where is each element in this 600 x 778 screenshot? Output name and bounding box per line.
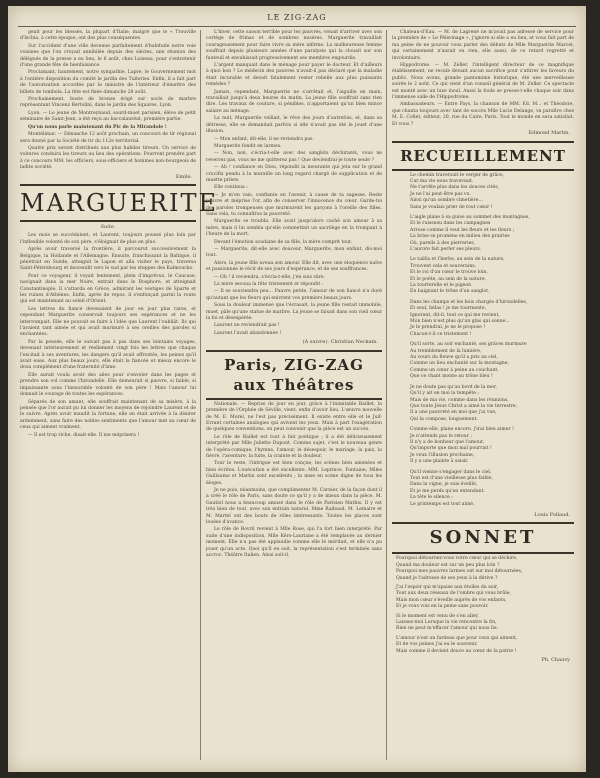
verse: Et de vos peines j'ai eu le souvenir, <box>396 642 478 648</box>
paragraph: Lyon. — Le jeune de Montreynaud, sourd-muet parisien, élève de petit séminaire de Saint-Jean, a été reçu au baccalauréat, première partie. <box>20 110 196 123</box>
verse: Sans je voulais prier de tout cœur ! <box>410 204 493 210</box>
verse: Comme elle, plane encore, j'irai bien aimer ! <box>410 427 514 433</box>
paragraph: Sous la douleur immense que l'écrasait, la jeune fille restait immobile, muet, pâle qu'une statue de marbre. La jeune se faisait dans son vieil cœur la foi et désespérée. <box>206 303 382 322</box>
stanza <box>410 470 574 508</box>
verse: Et le ruisseau dans les campagnes <box>410 221 491 227</box>
paragraph: Les lettres du fiancé devenaient de jour en jour plus rares, et cependant Marguerite conservait toujours ses espérances et ne les interrompait. Elle ne pouvait se faire à l'idée que Laurent l'oubliât. Ils qui l'avaient tant aimée et qui avait murmuré à ses oreilles des paroles si enchantées. <box>20 306 196 338</box>
verse: Comme un cœur à peine au couchant, <box>410 367 499 373</box>
paragraph: — Il se souviendra peu... Pauvre petite, l'amour de son fiancé n'a duré qu'autant que les fleurs qui enivrent vos premiers beaux jours. <box>206 289 382 301</box>
article-title-box <box>20 184 218 222</box>
paragraph: La nuit, Marguerite veillait, le rêve des jours d'autrefois, et, dans sa détresse, elle se demandait parfois si elle n'avait pas été le jouet d'une illusion. <box>206 116 382 135</box>
signature: Louis Follaud. <box>534 512 570 518</box>
verse: L'aurore fait perler ses pleurs. <box>410 246 482 252</box>
verse: Laissez-moi Lorsque la vie rencontre la fin, <box>396 620 497 626</box>
verse: Le chemin traversait le verger de grâce, <box>410 172 505 178</box>
paragraph: Hippodrome. — M. Zeller, l'intelligent directeur de ce magnifique établissement, ne recule devant aucun sacrifice pour s'attirer les faveurs du public. Nous avons, grande pantomime historique, été une merveilleuse soirée le 2 août. Ce qui vient d'un conseil général de M. Zeller. Ce spectacle est monté avec un luxe inouï. Aussi la foule se presse-t-elle chaque soir dans l'immense salle de l'Hippodrome. <box>392 63 574 101</box>
verse: Il n'y a de bonheur que l'amour, <box>410 439 485 445</box>
article-title: Paris, ZIG-ZAG aux Théâtres <box>224 355 364 394</box>
verse: Pourquoi mes pauvres larmes ont sur moi détournées, <box>396 569 523 575</box>
verse: Quand je l'adresse de ses yeux à la dérive ? <box>396 575 498 581</box>
verse: Qu'il y ait en moi la tempête ; <box>410 391 479 397</box>
stanza <box>410 300 574 338</box>
paragraph: L'hiver, cette saison terrible pour les pauvres, venait d'arriver avec son cortège de frimas et de sombres misères. Marguerite travaillait courageusement pour faire vivre sa mère infirme. La malheureuse femme souffrait depuis plusieurs années d'une paralysie qui la clouait sur son fauteuil et envahissait progressivement ses membres engourdis. <box>206 30 382 61</box>
verse: Car ma vie nous traversait. <box>410 178 474 184</box>
verse: Ainsi qu'un sombre cimetière... <box>410 198 483 204</box>
paragraph: L'argent manquait dans le ménage pour payer le docteur. Et d'ailleurs à quoi bon ? Le médecin des pauvres n'avait-il pas déclaré que la maladie était incurable et devait fatalement rester rebelle aux plus puissants remèdes ? <box>206 63 382 88</box>
column-2 <box>206 30 382 760</box>
paragraph: Proclamant, hautement, notre sympathie, Lapre, le Gouvernement mot à l'entière disposition du comité le jardin des Tuileries. Enfin, il a fait part de l'autorisation accordée par le ministre de l'intérieur d'émettre des billets de tombola. La tête est fixée dimanche 28 août. <box>20 70 196 95</box>
paragraph: Elle continua : <box>214 185 248 191</box>
paragraph: Quatre prix seront distribués aux plus habiles tireurs. Un service de voitures conduira les tireurs au lieu des opérations. Pourront prendre part à ce concours MM. les officiers, sous-officiers et hommes non-bourgeois de ladite société. <box>20 145 196 171</box>
signature: Edmond Martin. <box>528 130 570 137</box>
verse: Tout est d'une vieillesse plus faible, <box>410 475 493 481</box>
paragraph: — Marguerite, dit-elle avec douceur, Marguerite, mon enfant, dis-moi tout. <box>206 247 382 259</box>
paragraph: Je ne puis, néanmoins, que complimenter M. Carnier, de la façon dont il a créé le rôle de Paris, sans doute ce qu'il y a de mieux dans la pièce. M. Gautiol nous a beaucoup amusé dans le rôle de Parisien Mathis. Il y est très bien de tout, avec son entrain naturel. Mme Raibaud, M. Lemaire et M. Martel ont des bouts de rôles intéressants. Toutes les places sont louées d'avance. <box>206 487 382 525</box>
newspaper-page <box>8 6 586 772</box>
paragraph: Marguerite se troubla. Elle avait jusqu'alors caché son amour à sa mère, mais il lui sembla qu'elle commettait un sacrilège en la trompant à l'heure de la mort. <box>206 219 382 238</box>
verse: Dans la vigne, je suis éveillé, <box>410 482 478 488</box>
paragraph: Le rôle de Bovril revient à Mlle Rose, qui l'a fort bien interprété. Par suite d'une indisposition, Mlle Kéro-Lauriane a été remplacée au dernier moment. Elle n'a pas été applaudie comme elle le méritait, et elle n'a pu jouer qu'un acte. Quoi qu'il en soit, la représentation s'est terminée sans accroc. Théâtre Italien. Ainsi soit-il. <box>206 527 382 559</box>
paragraph: Après avoir traversé la frontière, il parcourut successivement la Belgique, la Hollande et l'Allemagne. Ensuite, franchissant la Baltique, il pénétrait en Suède, atteignit le Lapon et alla visiter le pays, traversa Saint-Pétersbourg et descendit vers le sud par les steppes des Kalmoucks. <box>20 247 196 272</box>
paragraph: Montélimar. — Dimanche 12 août prochain, un concours de tir régional sera donné par la Société de tir du 112e territorial. <box>20 132 196 144</box>
paragraph: Les mois se succédaient, et Laurent, toujours poussé plus loin par l'inflexible volonté de son père, s'éloignait de plus en plus. <box>20 233 196 245</box>
paragraph: — Oh ! il reviendra, s'écria-t-elle, j'en suis sûre. <box>214 274 326 280</box>
paragraph: La mère secoua la tête tristement et répondit : <box>214 282 324 288</box>
verse: L'aigle plane à sa guise au sommet des montagnes, <box>410 214 530 220</box>
poem-title: RECUEILLEMENT <box>400 146 566 165</box>
paragraph: Chateau-d'Eau. — M. de Lagrené ne m'avait pas adressé de service pour la première de « Le Pèlerinage », j'ignore si elle a eu lieu, et vous fait part de ma peine de ne pouvoir vous parler des débuts de Mlle Marguerite Marcel, qui certainement n'aurait eu rien, elle aussi, de ce retard regretté et involontaire. <box>392 30 574 61</box>
paragraph: Prochainement, buste de bronze érigé sur socle de marbre représentant Vincenz Bertolini, dans le jardin des Squares. Lyon. <box>20 97 196 109</box>
paragraph: Alors, la jeune fille avoua son amour. Elle dit, avec une éloquence naïve et passionnée le récit de ses jours d'espérance, et de ses souffrances. <box>206 260 382 273</box>
verse: La tête le silence ; <box>410 495 453 501</box>
paragraph: Ambassadeurs. — Entre Pays, la chanson de MM. Ed. M... et Théodore, que chanta toujours avec tant de succès Mlle Lucie Delange, va paraître chez M. E. Collet, éditeur, 20, rue du Caire, Paris. Tout le monde en sera satisfait. Et vous ? <box>392 102 574 127</box>
column-1 <box>20 30 218 760</box>
verse: Où, pareils à des pierreries, <box>410 240 476 246</box>
verse: Mon bien n'est plus qu'un glas qui sonne... <box>410 319 510 325</box>
verse: Il y a une plainte à saisir. <box>410 459 469 465</box>
verse: Comme un lieu enchanté sur la montagne, <box>410 361 509 367</box>
signature: Emile. <box>175 173 192 180</box>
verse: Le taillis et l'herbe, au sein de la nature, <box>410 257 505 263</box>
paragraph: Le rôle de Baillet est tout à fait poétique ; il a été délicieusement interprété par Mlle Juliette Dupont. Comme sujet, c'est le nouveau genre de l'opéra-comique, l'hymne, l'amour, le désespoir, le mariage, la paix, la fièvre, l'aventure, la fuite, la crainte et la douleur. <box>206 434 382 459</box>
paragraph: geait pour les blessés, la plupart d'Italie, malgré que le « Trouville d'Ischia, à cette époque, ont des plus conséquentes. <box>20 30 196 42</box>
verse: Et le poète, au sein de la nature, <box>410 276 487 282</box>
paragraph: — Je m'en vais, confiante en l'avenir, à cause de ta sagesse. Reste pauvre et méprise l'or, afin de conserver l'innocence du cœur. Garde-toi des paroles trompeuses que murmurent les garçons à l'oreille des filles. Sans cela, tu connaîtras la pauvreté. <box>206 192 382 217</box>
article-title: MARGUERITE <box>20 188 218 217</box>
sonnet-title-box <box>392 522 574 554</box>
running-head <box>8 10 586 24</box>
verse: Je ne l'ai peut-être pas vu. <box>410 191 472 197</box>
stanza <box>410 215 574 253</box>
verse: Au tremblement de la lumière, <box>410 348 482 354</box>
paragraph: — Non, non, s'écria-t-elle avec des sanglots déchirants, vous ne reverrez pas, vous ne me quitterez pas ! Que deviendrai-je toute seule ? <box>206 151 382 163</box>
verse: Je veux l'illusion prochaine, <box>410 452 475 458</box>
paragraph: Jamais, cependant, Marguerite ne s'arrêtait et, l'aiguille en main, travaillait jusqu'à deux heures du matin. La jeune fille souffrait sans rien dire. Les travaux de couture, si pénibles, n'apportaient qu'un bien mince salaire au ménage. <box>206 89 382 114</box>
paragraph: — Ah ! confiance en Dieu, répondit la mourante qui jeta sur le grand crucifix pendu à la muraille un long regard chargé de supplication et de muette prière. <box>206 165 382 183</box>
verse: Chacun-t-il ce tristement ! <box>410 331 472 337</box>
verse: Ignorant, dit-il, tout ce qui me revient, <box>410 312 500 318</box>
stanza <box>410 173 574 211</box>
paragraph: Qu'on nous parle maintenant du Pic de la Mirandole ! <box>28 124 167 130</box>
verse: Et je vous vois en la peine sans pouvoir. <box>396 604 489 610</box>
stanza <box>410 427 574 465</box>
paragraph: Sur l'accident d'une ville devenue parfaitement d'habitude notre voie voisines que l'on croyait annihilée depuis des siècles, une réunion des délégués de la presse a eu lieu, le 6 août, chez Loiseau, pour s'entretenir d'une grande fête de bienfaisance. <box>20 43 196 69</box>
verse: Quand ma douleur est sur un peu plus loin ? <box>396 562 500 568</box>
verse: J'ai l'espoir qui m'apaise aux étoiles du soir, <box>396 585 498 591</box>
verse: Arrose comme il veut les fleurs et les fleurs ; <box>410 227 515 233</box>
sonnet <box>396 556 574 655</box>
paragraph: Devant l'émotion soudaine de sa fille, la mère comprit tout. <box>214 239 353 245</box>
verse: Qu'il vienne s'engager dans le ciel, <box>410 469 492 475</box>
verse: Qui la compose, longuement. <box>410 416 478 422</box>
verse: Le printemps est tout aimé. <box>410 501 475 507</box>
stanza <box>410 257 574 295</box>
header-title: LE ZIG-ZAG <box>267 12 327 22</box>
verse: Si le moment est venu de s'en aller, <box>396 613 479 619</box>
verse: En baignant le trône d'un sanglot. <box>410 289 490 295</box>
poem-title-box <box>392 141 574 171</box>
verse: Il a une pauvreté en moi que j'ai vue, <box>410 410 497 416</box>
verse: Qu'il sorte, au soir enchanté, ses grâces murmure <box>410 342 527 348</box>
verse: Je n'attends pas le retour ; <box>410 433 472 439</box>
paragraph: Pour ce voyageur, il voyait lentement, plein d'imprévus, le Caucase, naviguait dans la mer Noire, entrait dans le Bosphore, et atteignait Constantinople. Il s'attarda en Grèce, admirant les vestiges de Sparte et les ruines d'Athènes. Enfin, après de repos, il s'enfonçait parmi la route qui est maintenant au soleil d'Orient. <box>20 273 196 305</box>
verse: Mais comme il devient douce au cœur de la patrie ! <box>396 648 517 654</box>
verse: Et seul, hélas ! je me tourmente, <box>410 306 487 312</box>
verse: Je le prendrai, je ne le propose ! <box>410 325 486 331</box>
verse: Je ne doute pas qu'au bord de la mer, <box>410 384 497 390</box>
verse: Rien ne peut m'effacer l'amour qui nous lie. <box>396 626 499 632</box>
verse: La brise se promène en milieu des prairies <box>410 234 510 240</box>
verse: Dans les champs et les bois chargés d'hirondelles, <box>410 299 528 305</box>
verse: Mais mon cœur s'éveille auprès de vos enfants, <box>396 597 507 603</box>
stanza <box>410 385 574 423</box>
verse: Ne t'arrête plus dans les douces cités, <box>410 185 500 191</box>
verse: Qu'importe que mon mal pourrait ! <box>410 446 492 452</box>
byline: Suite. <box>100 223 116 230</box>
verse: Au cours du fleuve qu'il a pris au ciel, <box>410 355 498 361</box>
paragraph: Laurent ne reviendrait pas ! <box>214 323 280 329</box>
sonnet-title: SONNET <box>429 527 537 549</box>
paragraph: — Mon enfant, dit-elle, il ne reviendra pas. <box>214 136 314 142</box>
verse: L'amour n'est un fardeau que pour ceux qui aiment, <box>396 635 518 641</box>
verse: Et le roi d'un cœur le trouve loin, <box>410 270 488 276</box>
article-title-box <box>206 350 382 400</box>
stanza <box>410 342 574 380</box>
verse: Pourquoi détournez-vous votre cœur qui se déchire, <box>396 556 518 562</box>
paragraph: Séparés de son amant, elle souffrait maintenant de sa misère, à la pensée que l'or aurait pu lui donner les moyens de rejoindre Laurent et de le suivre. Après avoir maudit la fortune, elle en était arrivée à la désirer ardemment, sans faire des nobles sentiments que l'amour met au cœur de ceux qui aiment vraiment. <box>20 399 196 431</box>
paragraph: Par la pensée, elle le suivait pas à pas dans ses lointains voyages, devenant intérieurement et réellement vingt fois les lettres que chaque l'excitait à ses aventures, les dangers qu'il avait affrontés, les peines qu'il avait eues. Aux plus beaux jours, elle était la fiancée et mieux encore le doux complément d'une fraternité d'âme. <box>20 339 196 371</box>
poem <box>410 173 574 509</box>
paragraph: — Il est trop riche, disait-elle. Il me méprisera ! <box>28 432 140 438</box>
verse: La tourterelle et le pigeon <box>410 283 472 288</box>
column-3 <box>392 30 574 760</box>
header-rule <box>18 26 576 27</box>
column-separator <box>200 30 201 760</box>
paragraph: Elle aurait voulu avoir des ailes pour s'envoler dans les pages et prendre son vol comme l'hirondelle. Elle demeurait si pauvre, si faible, si impuissante sous l'inexorable volonté de son père ! Mais l'amour lui donnait le courage de toutes les espérances. <box>20 372 196 398</box>
paragraph: Nationale. — Reprise de jour en jour, grâce à l'inimitable Baillet, la première de l'Orphée de Séville, vient, enfin d'avoir lieu. L'œuvre nouvelle de M. E. Morel, ne l'est pas précisément. Il existe entre elle et le Juif-Errant certaines analogies qui avivent les yeux. Mais à part l'exagération de quelques conventions, on peut convenir que la pièce est un succès. <box>206 401 382 433</box>
verse: Et je me perds qu'en entendant. <box>410 488 485 494</box>
verse: Que ce chant monte au trône bleu ! <box>410 374 493 380</box>
verse: Tout aux deux réseaux de l'ombre qui vous brûle, <box>396 591 511 597</box>
signature: (A suivre). Christian Neckam. <box>302 339 378 346</box>
paragraph: Marguerite fondit en larmes. <box>214 143 282 149</box>
column-separator <box>386 30 387 760</box>
paragraph: Tour le reste, l'intrigue est bien conçue, les scènes bien amenées et bien écrites. L'exécution a été excellente. MM. Leprince, Fontaine, Mlles Guillaume et Martin sont excellents ; la mise en scène digne de tous les éloges. <box>206 461 382 486</box>
verse: Que toute Jésus Christ a aimé la vie terrestre, <box>410 403 518 409</box>
verse: Trouvent cela et souverains, <box>410 263 477 269</box>
paragraph: Laurent l'avait abandonnée ! <box>214 330 282 336</box>
signature: Ph. Chauvy <box>541 657 570 664</box>
verse: Mais de ma vie, comme dans les réunions, <box>410 397 509 403</box>
